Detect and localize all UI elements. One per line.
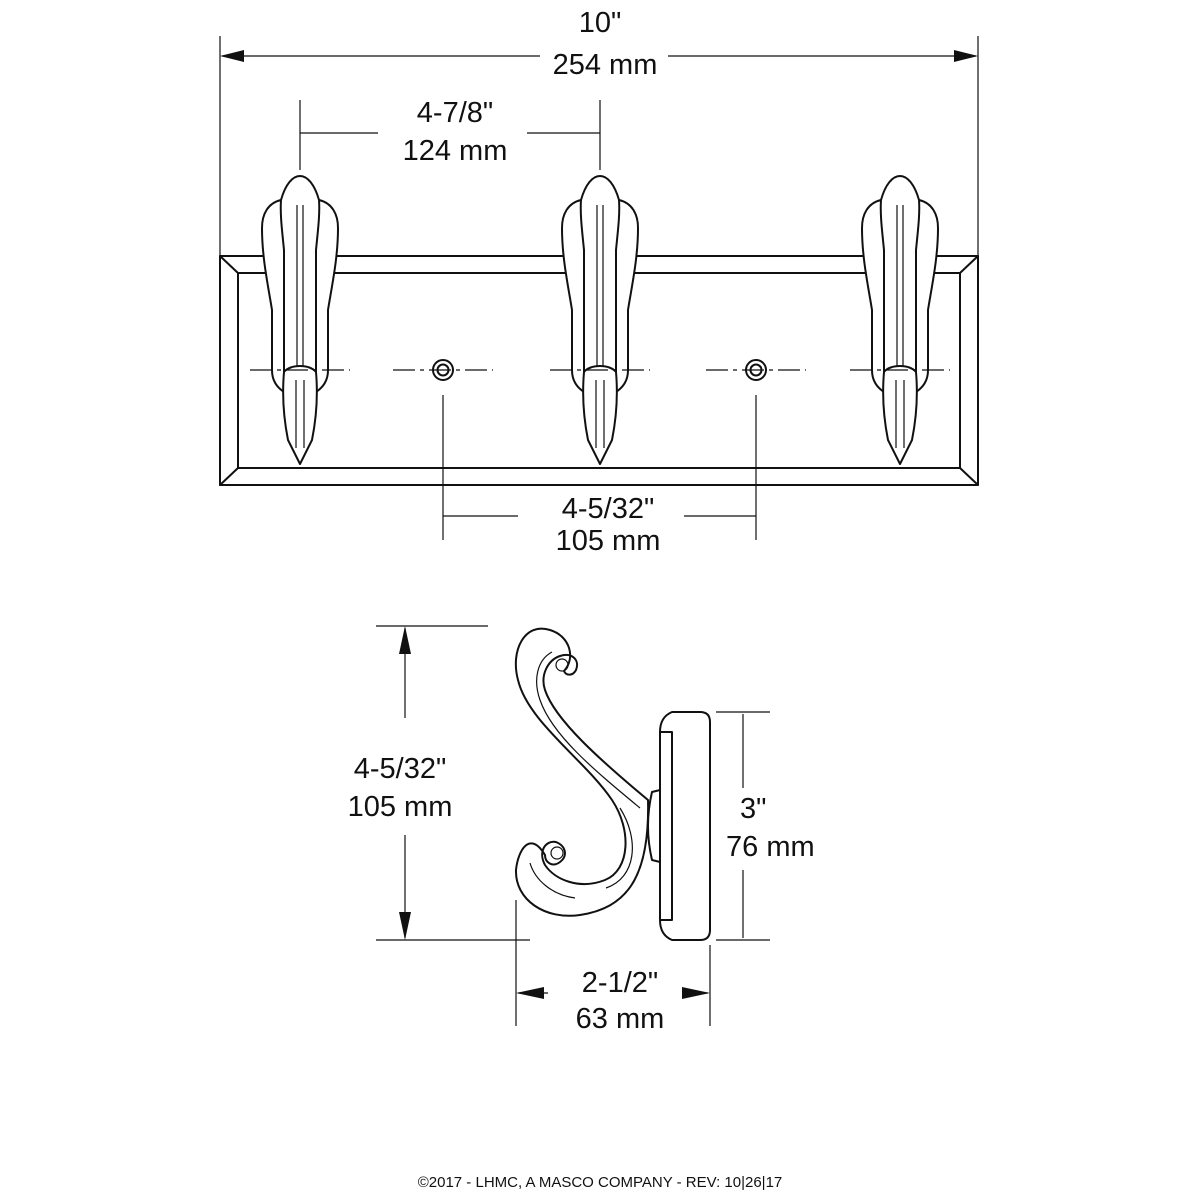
projection-metric: 63 mm (575, 1003, 665, 1035)
mounting-hole-spacing-metric: 105 mm (555, 525, 661, 557)
hook-front-left (262, 176, 338, 464)
side-collar (648, 790, 660, 862)
plate-height-dimension (716, 712, 815, 940)
copyright-footer: ©2017 - LHMC, A MASCO COMPANY - REV: 10|26|17 (417, 1174, 783, 1191)
hook-height-metric: 105 mm (347, 791, 453, 823)
hook-spacing-imperial: 4-7/8" (416, 97, 494, 129)
side-plate (660, 712, 710, 940)
hook-spacing-metric: 124 mm (402, 135, 508, 167)
mounting-hole-spacing-imperial: 4-5/32" (561, 493, 655, 525)
hook-front-center (562, 176, 638, 464)
mounting-hole-right (706, 360, 806, 380)
hook-height-imperial: 4-5/32" (353, 753, 447, 785)
side-view (348, 626, 815, 1035)
hook-height-dimension (348, 626, 530, 940)
projection-imperial: 2-1/2" (581, 967, 659, 999)
front-view (220, 7, 978, 557)
mounting-hole-left (393, 360, 493, 380)
hook-front-right (862, 176, 938, 464)
overall-width-metric: 254 mm (552, 49, 658, 81)
hook-spacing-dimension (300, 97, 600, 170)
plate-height-imperial: 3" (740, 793, 767, 825)
plate-height-metric: 76 mm (726, 831, 815, 863)
scroll-hook-outer (516, 629, 648, 916)
overall-width-imperial: 10" (578, 7, 622, 39)
